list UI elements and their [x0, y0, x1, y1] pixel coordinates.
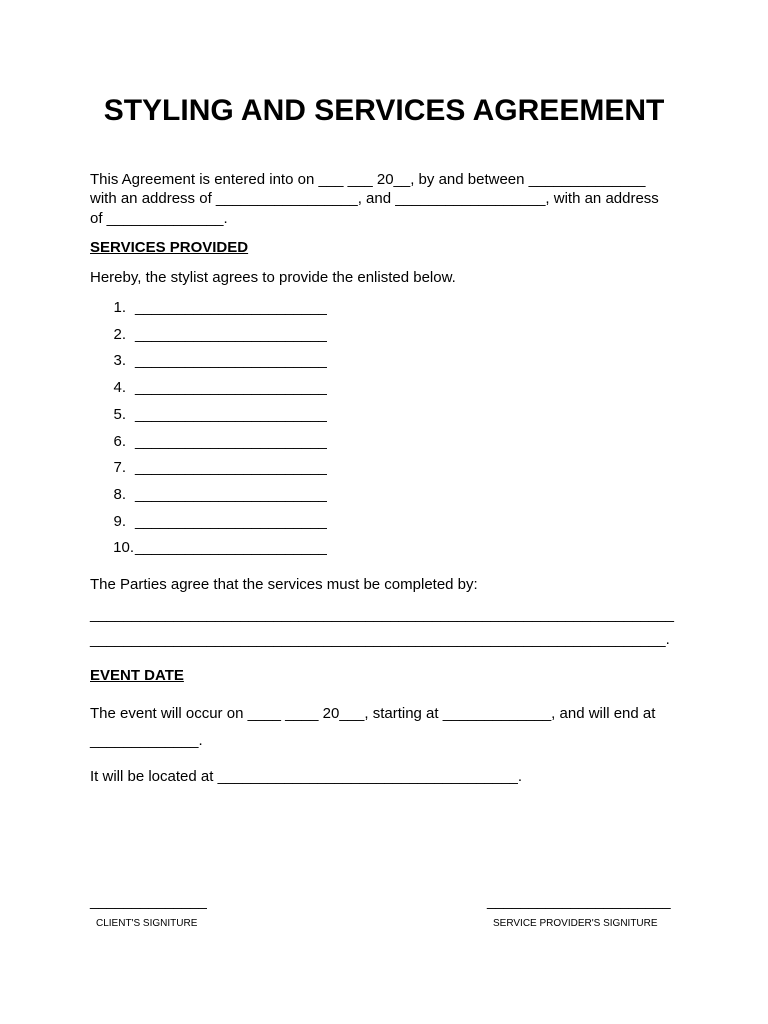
list-item-blank: _______________________: [135, 433, 327, 450]
list-item-number: 4.: [113, 379, 126, 396]
document-title: STYLING AND SERVICES AGREEMENT: [103, 94, 665, 127]
event-line-2: _____________.: [90, 732, 203, 749]
list-item-blank: _______________________: [135, 352, 327, 369]
list-item-blank: _______________________: [135, 459, 327, 476]
intro-line-1: This Agreement is entered into on ___ ___ 20__, by and between ______________: [90, 171, 646, 188]
intro-line-3: of ______________.: [90, 210, 228, 227]
list-item-blank: _______________________: [135, 326, 327, 343]
list-item-blank: _______________________: [135, 379, 327, 396]
completion-line-2: _____________________________________________________________________.: [90, 631, 670, 648]
event-location: It will be located at ____________________________________.: [90, 768, 523, 785]
list-item-number: 1.: [113, 299, 126, 316]
services-intro: Hereby, the stylist agrees to provide the enlisted below.: [90, 269, 456, 286]
intro-line-2: with an address of _________________, and __________________, with an address: [90, 190, 659, 207]
completion-line-1: ______________________________________________________________________: [90, 606, 674, 623]
list-item-blank: _______________________: [135, 486, 327, 503]
list-item-number: 10.: [113, 539, 134, 556]
services-heading: SERVICES PROVIDED: [90, 239, 249, 256]
event-line-1: The event will occur on ____ ____ 20___, starting at _____________, and will end at: [90, 705, 656, 722]
list-item-blank: _______________________: [135, 539, 327, 556]
list-item-number: 8.: [113, 486, 126, 503]
provider-signature-label: SERVICE PROVIDER'S SIGNITURE: [493, 918, 658, 929]
list-item-number: 6.: [113, 433, 126, 450]
list-item-number: 9.: [113, 513, 126, 530]
completion-text: The Parties agree that the services must be completed by:: [90, 576, 478, 593]
list-item-number: 7.: [113, 459, 126, 476]
client-signature-label: CLIENT'S SIGNITURE: [96, 918, 198, 929]
provider-signature-line: ______________________: [487, 893, 671, 910]
list-item-blank: _______________________: [135, 299, 327, 316]
list-item-blank: _______________________: [135, 513, 327, 530]
list-item-blank: _______________________: [135, 406, 327, 423]
client-signature-line: ______________: [90, 893, 207, 910]
event-heading: EVENT DATE: [90, 667, 184, 684]
list-item-number: 2.: [113, 326, 126, 343]
list-item-number: 5.: [113, 406, 126, 423]
list-item-number: 3.: [113, 352, 126, 369]
